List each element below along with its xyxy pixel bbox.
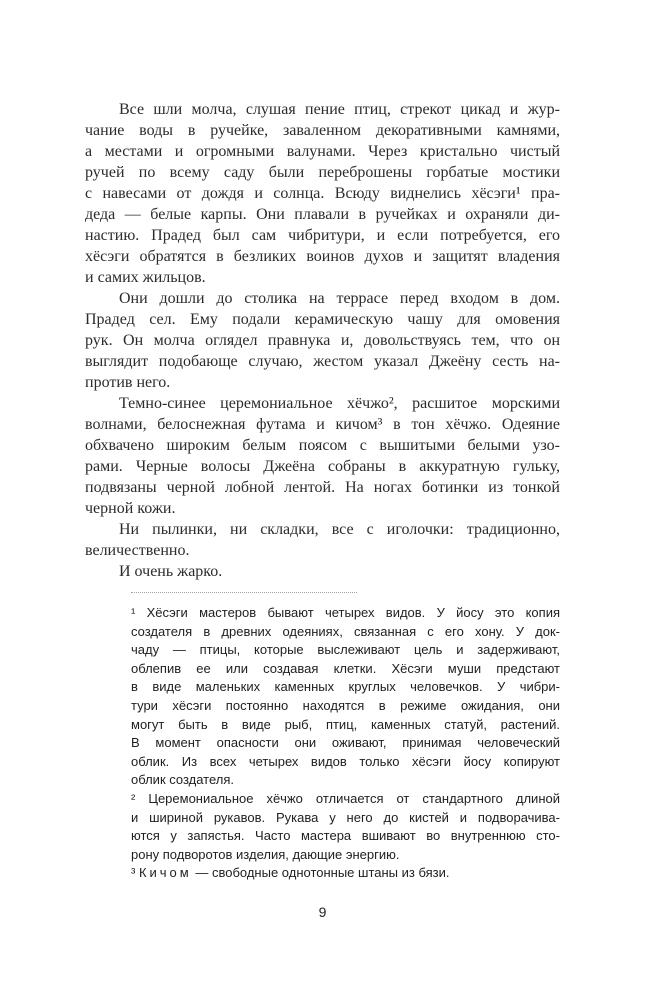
footnote (131, 604, 560, 790)
footnote-line: облик. Из всех четырех видов только хёсэги йосу копируют (131, 753, 560, 769)
footnote-marker: ³ (131, 865, 139, 881)
text-line: рук. Он молча оглядел правнука и, довольствуясь тем, что он (85, 332, 560, 349)
footnote-line: облик создателя. (131, 772, 235, 788)
footnote (131, 864, 560, 883)
text-line: величественно. (85, 542, 190, 559)
footnote-line: рону подворотов изделия, дающие энергию. (131, 846, 400, 862)
footnote-line: в виде маленьких каменных круглых человечков. У чибри- (131, 679, 560, 695)
footnote-line: ² Церемониальное хёчжо отличается от стандартного длиной (131, 790, 560, 806)
text-line: черной кожи. (85, 500, 176, 517)
paragraph (85, 99, 560, 288)
footnote-line: и шириной рукавов. Рукава у него до кистей и подворачива- (131, 809, 560, 825)
footnote-line: могут быть в виде рыб, птиц, каменных статуй, растений. (131, 716, 560, 732)
footnote-line: чаду — птицы, которые выслеживают цель и задерживают, (131, 642, 560, 658)
footnotes-section (131, 604, 560, 883)
text-line: выглядит подобающе случаю, жестом указал Джеёну сесть на- (85, 353, 560, 370)
text-line: настию. Прадед был сам чибритури, и если потребуется, его (85, 227, 560, 244)
text-line: волнами, белоснежная футама и кичом³ в тон хёчжо. Одеяние (85, 416, 560, 433)
footnote (131, 790, 560, 864)
text-line: рами. Черные волосы Джеёна собраны в аккуратную гульку, (85, 458, 560, 475)
text-line: чание воды в ручейке, заваленном декоративными камнями, (85, 122, 560, 139)
text-line: Ни пылинки, ни складки, все с иголочки: традиционно, (119, 521, 560, 538)
text-line: хёсэги обратятся в безликих воинов духов и защитят владения (85, 248, 560, 265)
footnote-text: — свободные однотонные штаны из бязи. (191, 865, 450, 881)
footnote-line: тури хёсэги постоянно находятся в режиме ожидания, они (131, 697, 560, 713)
text-line: Они дошли до столика на террасе перед входом в дом. (119, 290, 560, 307)
body-text (85, 99, 560, 582)
text-line: Все шли молча, слушая пение птиц, стрекот цикад и жур- (119, 101, 560, 118)
text-line: Темно-синее церемониальное хёчжо², расшитое морскими (119, 395, 560, 412)
text-line: против него. (85, 374, 171, 391)
footnote-term: Кичом (138, 865, 192, 881)
footnote-divider (131, 592, 357, 593)
page-number: 9 (318, 904, 327, 920)
paragraph (85, 393, 560, 519)
text-line: обхвачено широким белым поясом с вышитыми белыми узо- (85, 437, 560, 454)
footnote-line: ются у запястья. Часто мастера вшивают во внутреннюю сто- (131, 828, 560, 844)
footnote-line: В момент опасности они оживают, принимая человеческий (131, 735, 560, 751)
text-line: Прадед сел. Ему подали керамическую чашу для омовения (85, 311, 560, 328)
footnote-line: создателя в древних одеяниях, связанная с его хону. У док- (131, 623, 560, 639)
paragraph (85, 519, 560, 561)
text-line: с навесами от дождя и солнца. Всюду виднелись хёсэги¹ пра- (85, 185, 560, 202)
text-line: И очень жарко. (119, 563, 223, 580)
paragraph (85, 561, 560, 582)
text-line: ручей по всему саду были переброшены горбатые мостики (85, 164, 560, 181)
text-line: а местами и огромными валунами. Через кристально чистый (85, 143, 560, 160)
text-line: деда — белые карпы. Они плавали в ручейках и охраняли ди- (85, 206, 560, 223)
footnote-line: ¹ Хёсэги мастеров бывают четырех видов. У йосу это копия (131, 605, 560, 620)
text-line: и самих жильцов. (85, 269, 206, 286)
text-line: подвязаны черной лобной лентой. На ногах ботинки из тонкой (85, 479, 560, 496)
footnote-line: облепив ее или создавая клетки. Хёсэги муши предстают (131, 660, 560, 676)
footnote-line (131, 864, 560, 883)
paragraph (85, 288, 560, 393)
